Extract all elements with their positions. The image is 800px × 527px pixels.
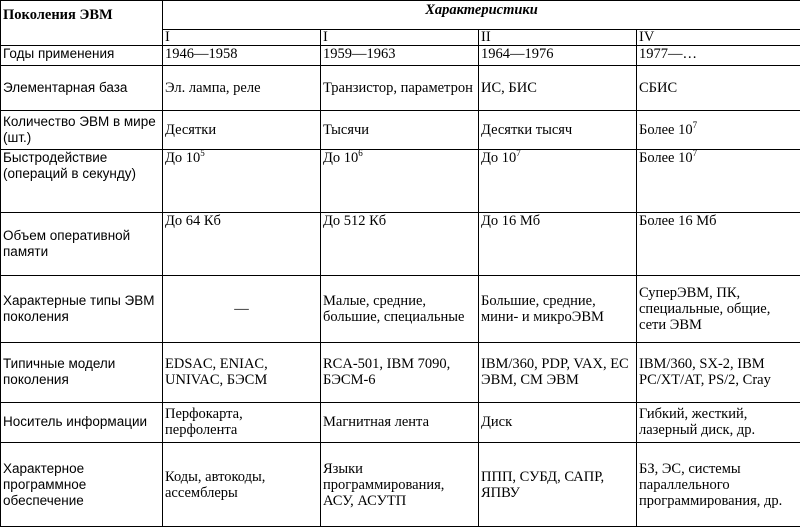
table-cell: EDSAC, ENIAC, UNIVAC, БЭСМ xyxy=(163,343,321,402)
table-row xyxy=(1,66,800,111)
row-label: Элементарная база xyxy=(1,66,163,111)
exponent: 7 xyxy=(516,149,521,158)
table-cell: Диск xyxy=(479,402,637,443)
table-cell: 1964—1976 xyxy=(479,45,637,65)
generation-header-4: IV xyxy=(637,29,800,45)
exponent: 7 xyxy=(692,120,698,131)
table-cell: RCA-501, IBM 7090, БЭСМ-6 xyxy=(321,343,479,402)
row-label: Объем оперативной памяти xyxy=(1,212,163,275)
row-label: Годы применения xyxy=(1,45,163,65)
table-cell: IBM/360, SX-2, IBM PC/XT/AT, PS/2, Cray xyxy=(637,343,800,402)
header-row xyxy=(1,1,800,30)
table-cell xyxy=(321,149,479,212)
table-cell: До 16 Мб xyxy=(479,212,637,275)
table-cell xyxy=(637,111,800,150)
table-cell: 1977—… xyxy=(637,45,800,65)
characteristics-header: Характеристики xyxy=(163,1,800,30)
exponent: 5 xyxy=(200,149,205,158)
table-row xyxy=(1,111,800,150)
row-label: Характерное программное обеспечение xyxy=(1,443,163,527)
table-cell xyxy=(479,149,637,212)
table-cell xyxy=(321,111,479,150)
table-cell: Магнитная лента xyxy=(321,402,479,443)
exponent: 6 xyxy=(358,149,363,158)
table-cell: СБИС xyxy=(637,66,800,111)
cell-text: До 10 xyxy=(323,149,359,166)
table-cell: 1946—1958 xyxy=(163,45,321,65)
table-cell: Транзистор, параметрон xyxy=(321,66,479,111)
table-cell: СуперЭВМ, ПК, специальные, общие, сети ЭВМ xyxy=(637,276,800,343)
table-cell xyxy=(163,111,321,150)
table-cell: ППП, СУБД, САПР, ЯПВУ xyxy=(479,443,637,527)
row-label: Быстродействие (операций в секунду) xyxy=(1,149,163,212)
cell-text: До 10 xyxy=(165,149,201,166)
generation-header-3: II xyxy=(479,29,637,45)
table-cell: — xyxy=(163,276,321,343)
corner-header: Поколения ЭВМ xyxy=(1,1,163,46)
table-cell xyxy=(163,149,321,212)
table-cell: ИС, БИС xyxy=(479,66,637,111)
table-cell: До 512 Кб xyxy=(321,212,479,275)
row-label: Характерные типы ЭВМ поколения xyxy=(1,276,163,343)
table-cell: Эл. лампа, реле xyxy=(163,66,321,111)
generation-header-1: I xyxy=(163,29,321,45)
table-row xyxy=(1,443,800,527)
table-cell xyxy=(637,149,800,212)
table-cell xyxy=(479,111,637,150)
table-cell: Гибкий, жесткий, лазерный диск, др. xyxy=(637,402,800,443)
table-row xyxy=(1,343,800,402)
table-cell: Малые, средние, большие, специальные xyxy=(321,276,479,343)
table-cell: 1959—1963 xyxy=(321,45,479,65)
row-label: Носитель информации xyxy=(1,402,163,443)
table-cell: Языки программирования, АСУ, АСУТП xyxy=(321,443,479,527)
table-cell: Перфокарта, перфолента xyxy=(163,402,321,443)
table-cell: До 64 Кб xyxy=(163,212,321,275)
table-row xyxy=(1,276,800,343)
cell-text: Десятки тысяч xyxy=(481,121,573,138)
generation-header-2: I xyxy=(321,29,479,45)
table-row xyxy=(1,402,800,443)
exponent: 7 xyxy=(692,149,698,158)
table-row xyxy=(1,45,800,65)
row-label: Количество ЭВМ в мире (шт.) xyxy=(1,111,163,150)
cell-text: Более 10 xyxy=(639,149,693,166)
row-label: Типичные модели поколения xyxy=(1,343,163,402)
table-cell: БЗ, ЭС, системы параллельного программирования, др. xyxy=(637,443,800,527)
table-cell: Большие, средние, мини- и микроЭВМ xyxy=(479,276,637,343)
table-cell: Более 16 Мб xyxy=(637,212,800,275)
table-row xyxy=(1,212,800,275)
table-cell: IBM/360, PDP, VAX, ЕС ЭВМ, СМ ЭВМ xyxy=(479,343,637,402)
cell-text: Тысячи xyxy=(323,121,370,138)
cell-text: Более 10 xyxy=(639,121,693,138)
table-row xyxy=(1,149,800,212)
table-cell: Коды, автокоды, ассемблеры xyxy=(163,443,321,527)
cell-text: До 10 xyxy=(481,149,517,166)
cell-text: Десятки xyxy=(165,121,217,138)
